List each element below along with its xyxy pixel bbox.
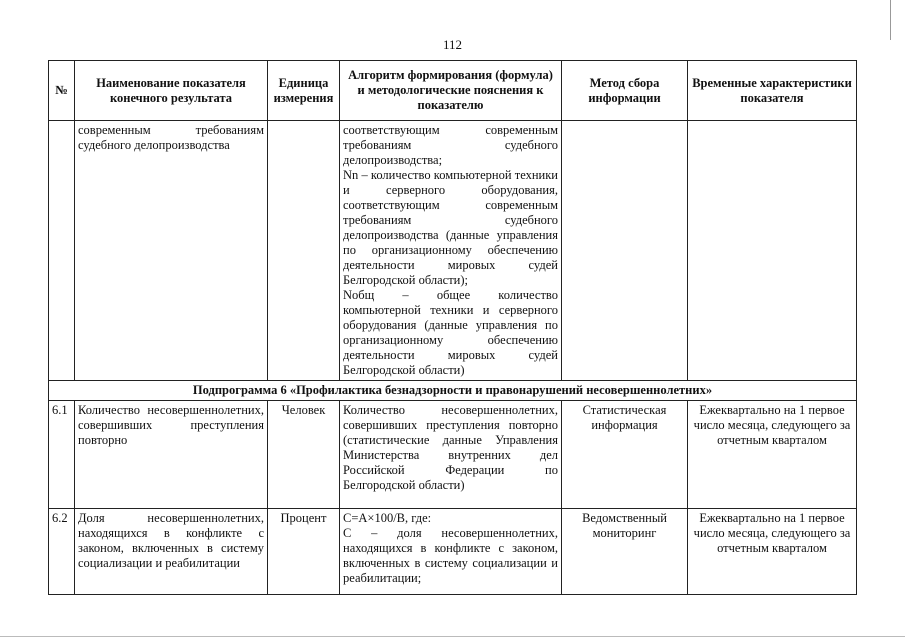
row-algorithm: Количество несовершеннолетних, совершивших преступления повторно (статистические данные Управления Министерства внутренних дел Российской Федерации по Белгородской области) bbox=[340, 401, 562, 509]
algorithm-formula: С=А×100/В, где: bbox=[343, 511, 432, 525]
table-row bbox=[49, 401, 857, 509]
page-number: 112 bbox=[443, 37, 463, 52]
header-algorithm: Алгоритм формирования (формула) и методологические пояснения к показателю bbox=[340, 61, 562, 121]
row-num: 6.2 bbox=[49, 509, 75, 595]
header-unit: Единица измерения bbox=[268, 61, 340, 121]
header-time: Временные характеристики показателя bbox=[688, 61, 857, 121]
row-name: Количество несовершеннолетних, совершивших преступления повторно bbox=[75, 401, 268, 509]
subprogram-title: Подпрограмма 6 «Профилактика безнадзорности и правонарушений несовершеннолетних» bbox=[49, 381, 857, 401]
table-row-continuation bbox=[49, 121, 857, 381]
table-row bbox=[49, 509, 857, 595]
table-header-row bbox=[49, 61, 857, 121]
row-time: Ежеквартально на 1 первое число месяца, следующего за отчетным кварталом bbox=[688, 509, 857, 595]
cell-algorithm bbox=[340, 121, 562, 381]
header-name: Наименование показателя конечного результата bbox=[75, 61, 268, 121]
indicators-table bbox=[48, 60, 857, 595]
row-unit: Процент bbox=[268, 509, 340, 595]
cell-method bbox=[562, 121, 688, 381]
row-algorithm bbox=[340, 509, 562, 595]
row-method: Ведомственный мониторинг bbox=[562, 509, 688, 595]
cell-name: современным требованиям судебного делопроизводства bbox=[75, 121, 268, 381]
row-method: Статистическая информация bbox=[562, 401, 688, 509]
algorithm-line: Nn – количество компьютерной техники и серверного оборудования, соответствующим современным требованиям судебного делопроизводства (данные управления по организационному обеспечению деятельности мировых судей Белгородской области); bbox=[343, 168, 558, 287]
row-num: 6.1 bbox=[49, 401, 75, 509]
row-time: Ежеквартально на 1 первое число месяца, следующего за отчетным кварталом bbox=[688, 401, 857, 509]
row-name: Доля несовершеннолетних, находящихся в конфликте с законом, включенных в систему социализации и реабилитации bbox=[75, 509, 268, 595]
subprogram-row bbox=[49, 381, 857, 401]
header-num: № bbox=[49, 61, 75, 121]
cell-unit bbox=[268, 121, 340, 381]
row-unit: Человек bbox=[268, 401, 340, 509]
algorithm-line: соответствующим современным требованиям судебного делопроизводства; bbox=[343, 123, 558, 167]
scan-edge-bottom bbox=[0, 636, 905, 637]
algorithm-line: Nобщ – общее количество компьютерной техники и серверного оборудования (данные управления по организационному обеспечению деятельности мировых судей Белгородской области) bbox=[343, 288, 558, 377]
scan-edge-right bbox=[890, 0, 891, 40]
header-method: Метод сбора информации bbox=[562, 61, 688, 121]
cell-time bbox=[688, 121, 857, 381]
cell-num bbox=[49, 121, 75, 381]
algorithm-text: С – доля несовершеннолетних, находящихся в конфликте с законом, включенных в систему социализации и реабилитации; bbox=[343, 526, 558, 585]
